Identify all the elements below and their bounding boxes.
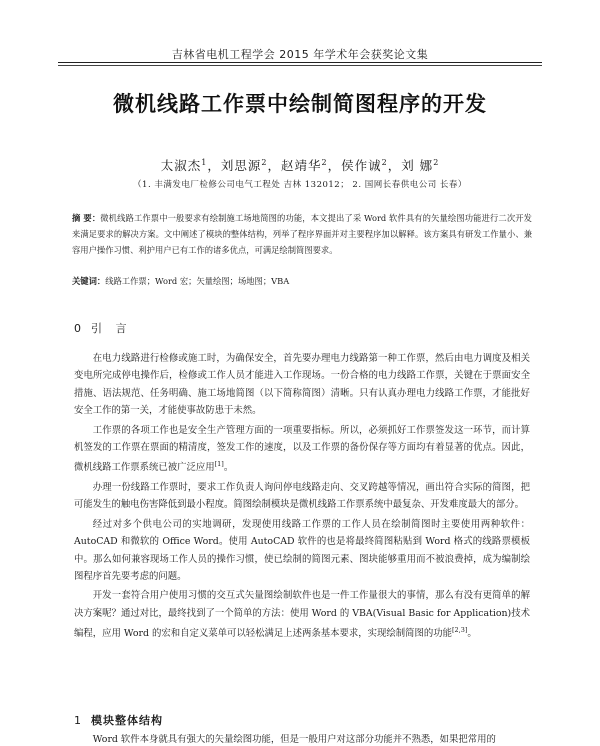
keywords-text: 线路工作票；Word 宏；矢量绘图；场地图；VBA bbox=[105, 276, 290, 286]
keywords-label: 关键词： bbox=[72, 276, 106, 286]
affiliations: （1. 丰满发电厂检修公司电气工程处 吉林 132012； 2. 国网长春供电公司 长春） bbox=[133, 180, 467, 190]
paragraph-text: 在电力线路进行检修或施工时，为确保安全，首先要办理电力线路第一种工作票，然后由电力调度及相关变电所完成停电操作后，检修或工作人员才能进入工作现场。一份合格的电力线路工作票，关键在于票面安全措施、语法规范、任务明确、施工场地简图（以下简称简图）清晰。只有认真办理电力线路工作票，才能批好安全工作的第一关，才能使事故防患于未然。 bbox=[74, 353, 530, 417]
body-paragraph bbox=[74, 587, 530, 642]
author-name: 刘 娜 bbox=[401, 158, 434, 173]
body-paragraph bbox=[74, 422, 530, 477]
body-paragraph bbox=[74, 479, 530, 514]
section-number: 1 bbox=[74, 714, 81, 727]
paragraph-text: 办理一份线路工作票时，要求工作负责人询问停电线路走向、交叉跨越等情况，画出符合实际的简图，把可能发生的触电伤害降低到最小程度。简图绘制模块是微机线路工作票系统中最复杂、开发难度最大的部分。 bbox=[74, 481, 530, 511]
paragraph-text: 开发一套符合用户使用习惯的交互式矢量图绘制软件也是一件工作量很大的事情，那么有没有更简单的解决方案呢？通过对比，最终找到了一个简单的方法：使用 Word 的 VBA(Visual Basic for Application)技术编程，应用 Word 的宏和自定义菜单可以轻松满足上述两条基本要求，实现绘制简图的功能 bbox=[74, 590, 530, 640]
author-name: 太淑杰 bbox=[160, 158, 202, 173]
abstract-text: 微机线路工作票中一般要求有绘制施工场地简图的功能，本文提出了采 Word 软件具有的矢量绘图功能进行二次开发来满足要求的解决方案。文中阐述了模块的整体结构，列举了程序界面并对主要程序加以解释。该方案具有研发工作量小、兼容用户操作习惯、利护用户已有工作的诸多优点，可满足绘制简图要求。 bbox=[72, 213, 532, 255]
paragraph-text: 经过对多个供电公司的实地调研，发现使用线路工作票的工作人员在绘制简图时主要使用两种软件：AutoCAD 和微软的 Office Word。使用 AutoCAD 软件的也是将最终简图粘贴到 Word 格式的线路票模板中。那么如何兼容现场工作人员的操作习惯，使已绘制的简图元素、图块能够重用而不被浪费掉，成为编制绘图程序首先要考虑的问题。 bbox=[74, 518, 530, 582]
citation-ref: [2,3] bbox=[451, 626, 468, 635]
section-title: 模块整体结构 bbox=[91, 714, 163, 727]
section-number: 0 bbox=[74, 322, 81, 335]
section-heading-introduction bbox=[74, 320, 132, 336]
paragraph-end-punct: 。 bbox=[223, 462, 234, 474]
author-separator: ， bbox=[387, 158, 402, 173]
section-title: 引 言 bbox=[91, 322, 132, 335]
author-separator: ， bbox=[207, 158, 221, 173]
author-name: 刘思源 bbox=[220, 158, 262, 173]
abstract-label: 摘 要： bbox=[72, 213, 101, 223]
body-paragraph bbox=[74, 350, 530, 420]
paper-title: 微机线路工作票中绘制简图程序的开发 bbox=[113, 92, 487, 116]
abstract bbox=[72, 210, 532, 258]
author-affiliation-mark: 2 bbox=[433, 157, 440, 167]
body-text bbox=[74, 350, 530, 645]
paragraph-end-punct: 。 bbox=[467, 628, 477, 640]
author-affiliation-mark: 2 bbox=[261, 157, 268, 167]
body-paragraph-continued: Word 软件本身就具有强大的矢量绘图功能，但是一般用户对这部分功能并不熟悉，如果把常用的 bbox=[92, 734, 496, 745]
body-paragraph bbox=[74, 516, 530, 586]
author-separator: ， bbox=[327, 158, 342, 173]
author-separator: ， bbox=[267, 158, 281, 173]
author-list bbox=[58, 156, 542, 174]
author-name: 侯作诚 bbox=[341, 158, 382, 173]
author-affiliation-mark: 2 bbox=[321, 157, 328, 167]
running-header: 吉林省电机工程学会 2015 年学术年会获奖论文集 bbox=[171, 48, 429, 61]
citation-ref: [1] bbox=[214, 460, 224, 469]
header-rule-thin bbox=[58, 65, 542, 66]
section-heading-module-structure bbox=[74, 712, 163, 728]
author-affiliation-mark: 2 bbox=[381, 157, 388, 167]
paragraph-text: 工作票的各项工作也是安全生产管理方面的一项重要指标。所以，必须抓好工作票签发这一环节，而计算机签发的工作票在票面的精清度，签发工作的速度，以及工作票的备份保存等方面均有着显著的优点。因此，微机线路工作票系统已被广泛应用 bbox=[74, 424, 530, 474]
header-rule-thick bbox=[58, 62, 542, 63]
author-name: 赵靖华 bbox=[280, 158, 322, 173]
author-affiliation-mark: 1 bbox=[201, 157, 208, 167]
keywords bbox=[72, 274, 532, 288]
